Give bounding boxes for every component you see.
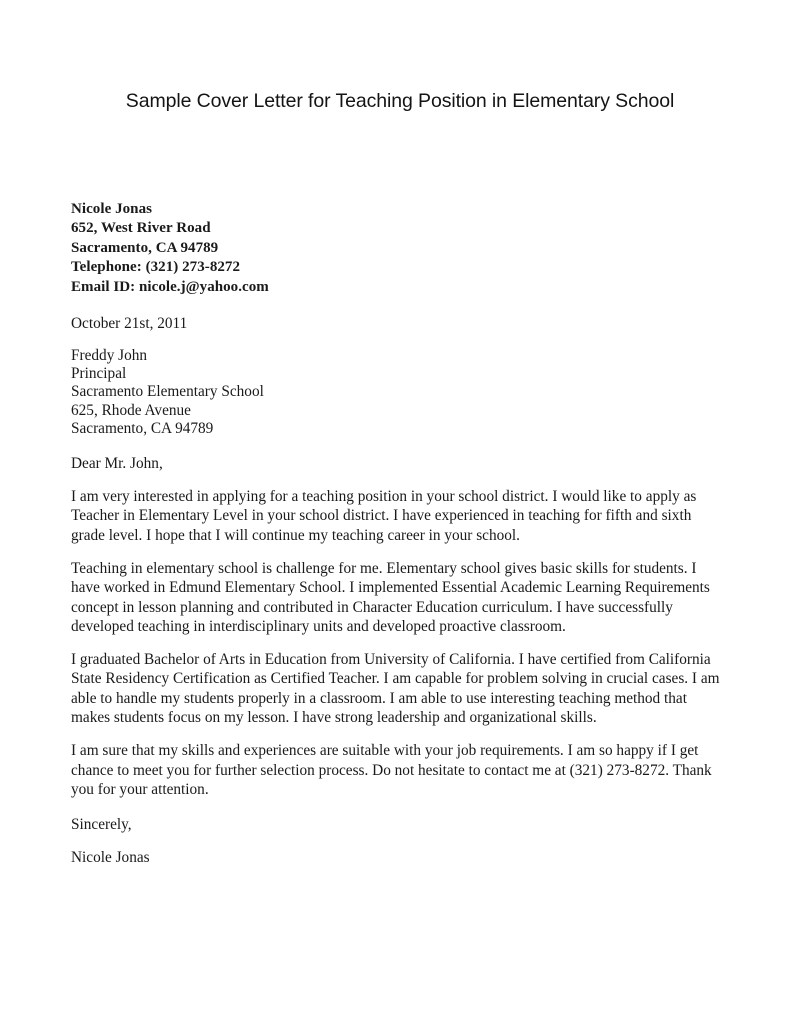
recipient-title: Principal: [71, 365, 127, 383]
letter-date: October 21st, 2011: [71, 315, 188, 333]
sender-address-block: [71, 200, 723, 297]
page-title: Sample Cover Letter for Teaching Position in Elementary School: [125, 90, 675, 112]
recipient-name: Freddy John: [71, 347, 148, 365]
recipient-street: 625, Rhode Avenue: [71, 401, 191, 419]
sender-email: Email ID: nicole.j@yahoo.com: [71, 278, 269, 295]
recipient-organization: Sacramento Elementary School: [71, 383, 264, 401]
sender-city-state-zip: Sacramento, CA 94789: [71, 239, 219, 256]
signature-name: Nicole Jonas: [71, 849, 150, 867]
recipient-city-state-zip: Sacramento, CA 94789: [71, 419, 214, 437]
sender-telephone: Telephone: (321) 273-8272: [71, 259, 241, 276]
body-paragraph-4: I am sure that my skills and experiences are suitable with your job requirements. I am so happy if I get chance to meet you for further selection process. Do not hesitate to contact me at (321) 273-8272. Thank you for your attention.: [71, 742, 712, 798]
body-paragraph-2: Teaching in elementary school is challenge for me. Elementary school gives basic skills for students. I have worked in Edmund Elementary School. I implemented Essential Academic Learning Requirements concept in lesson planning and contributed in Character Education curriculum. I have successfully developed teaching in interdisciplinary units and developed proactive classroom.: [71, 559, 710, 635]
closing-line: Sincerely,: [71, 816, 132, 834]
sender-street: 652, West River Road: [71, 220, 211, 237]
body-paragraph-1: I am very interested in applying for a teaching position in your school district. I would like to apply as Teacher in Elementary Level in your school district. I have experienced in teaching for fifth and sixth grade level. I hope that I will continue my teaching career in your school.: [71, 488, 697, 544]
recipient-address-block: [71, 347, 723, 438]
salutation: Dear Mr. John,: [71, 455, 163, 473]
sender-name: Nicole Jonas: [71, 201, 153, 217]
body-paragraph-3: I graduated Bachelor of Arts in Education from University of California. I have certified from California State Residency Certification as Certified Teacher. I am capable for problem solving in crucial cases. I am able to handle my students properly in a classroom. I am able to use interesting teaching method that makes students focus on my lesson. I have strong leadership and organizational skills.: [71, 651, 720, 727]
letter-body: [71, 200, 723, 867]
